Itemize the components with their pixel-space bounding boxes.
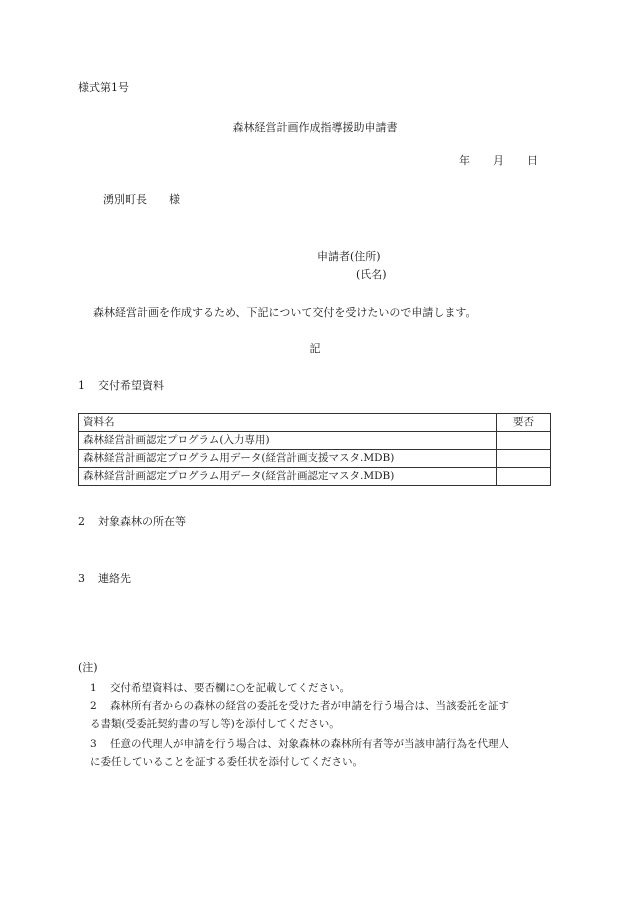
note-item-3-continuation [90,756,363,769]
document-title: 森林経営計画作成指導援助申請書 [232,121,398,134]
section2-title: 対象森林の所在等 [98,515,186,528]
note-number: 2 [90,700,97,712]
note-text: に委任していることを証する委任状を添付してください。 [90,756,363,768]
note-text: 森林所有者からの森林の経営の委託を受けた者が申請を行う場合は、当該委託を証す [110,700,509,712]
section1-heading [78,379,164,392]
note-number: 3 [90,738,97,750]
section3-number: 3 [78,572,85,585]
date-line [459,154,538,167]
table-row [79,450,551,468]
materials-table [78,413,551,486]
need-cell[interactable] [497,450,551,468]
date-year-label: 年 [459,154,470,167]
date-month-label: 月 [493,154,504,167]
material-name-cell: 森林経営計画認定プログラム(入力専用) [79,432,497,450]
notes-label: (注) [78,661,98,674]
note-text: 任意の代理人が申請を行う場合は、対象森林の森林所有者等が当該申請行為を代理人 [110,738,509,750]
applicant-name-label: (氏名) [356,268,387,281]
material-name-cell: 森林経営計画認定プログラム用データ(経営計画認定マスタ.MDB) [79,468,497,486]
section2-heading [78,515,186,528]
section1-title: 交付希望資料 [98,379,164,392]
addressee-honorific: 様 [169,193,180,206]
header-material-name: 資料名 [79,414,497,432]
need-cell[interactable] [497,432,551,450]
table-row [79,468,551,486]
section3-heading [78,572,131,585]
date-day-label: 日 [527,154,538,167]
applicant-address-label: 申請者(住所) [317,250,381,263]
note-item-2-continuation [90,718,340,731]
material-name-cell: 森林経営計画認定プログラム用データ(経営計画支援マスタ.MDB) [79,450,497,468]
form-number: 様式第1号 [78,81,129,94]
note-item-2 [90,700,509,713]
header-need: 要否 [497,414,551,432]
need-cell[interactable] [497,468,551,486]
section2-number: 2 [78,515,85,528]
note-number: 1 [90,682,97,694]
section1-number: 1 [78,379,85,392]
note-text: る書類(受委託契約書の写し等)を添付してください。 [90,718,340,730]
section3-title: 連絡先 [98,572,131,585]
note-text: 交付希望資料は、要否欄に○を記載してください。 [110,682,351,694]
note-item-1 [90,682,350,695]
addressee-name: 湧別町長 [103,193,147,206]
addressee [103,193,180,206]
table-header-row [79,414,551,432]
request-body-text: 森林経営計画を作成するため、下記について交付を受けたいので申請します。 [93,306,477,319]
ki-heading: 記 [309,342,321,355]
note-item-3 [90,738,509,751]
table-row [79,432,551,450]
